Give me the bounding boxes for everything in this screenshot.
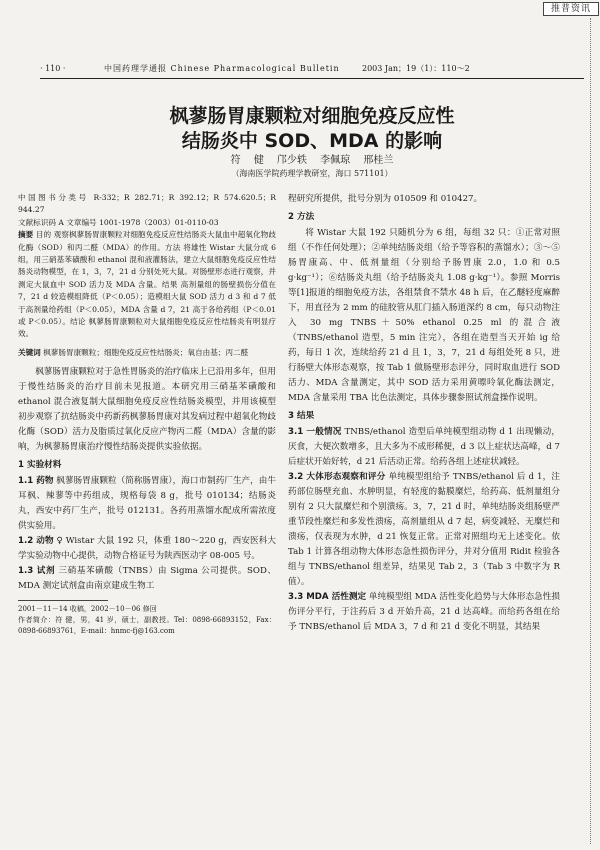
abstract-text: 目的 观察枫蓼肠胃康颗粒对细胞免疫反应性结肠炎大鼠血中超氧化物歧化酶（SOD）和丙二醛（MDA）的作用。方法 将雄性 Wistar 大鼠分成 6 组，用三硝基苯磺酸和 ethanol 混和液灌肠法，建立大鼠细胞免疫反应性结肠炎动物模型，在 1，3，7，21 d 分别处死大鼠。对肠壁形态进行观察，并测定大鼠血中 SOD 活力及 MDA 含量。结果 高剂量组的肠壁损伤分值在 7，21 d 较造模组降低（P＜0.05）；造模组大鼠 SOD 活力 d 3 和 d 7 低于高剂量给药组（P＜0.05），MDA 含量 d 7，21 高于各给药组（P＜0.01 或 P＜0.05）。结论 枫蓼肠胃康颗粒对大鼠细胞免疫反应性结肠炎有明显疗效。 bbox=[18, 230, 276, 339]
section-3-2-label: 3.2 大体形态观察和评分 bbox=[288, 472, 386, 482]
section1-heading: 1 实验材料 bbox=[18, 460, 62, 471]
section-3-3-label: 3.3 MDA 活性测定 bbox=[288, 592, 367, 602]
section-1-1-text: 枫蓼肠胃康颗粒（简称肠胃康），海口市制药厂生产，由牛耳枫、辣蓼等中药组成，规格每袋 8 g，批号 010134；结肠炎丸，西安中药厂生产，批号 012131。各药用蒸馏水配成所需浓度供实验用。 bbox=[18, 476, 277, 532]
abstract-label: 摘要 bbox=[18, 230, 34, 240]
section-1-3-label: 1.3 试剂 bbox=[18, 566, 56, 577]
section-1-1-label: 1.1 药物 bbox=[18, 476, 54, 487]
keywords bbox=[18, 347, 276, 359]
section-3-1-text: TNBS/ethanol 造型后单纯模型组动物 d 1 出现懒动，厌食，大便次数增多，且大多为不成形稀便，d 3 以上症状达高峰，d 7 后症状开始好转，d 21 后活动正常。给药各组上述症状减轻。 bbox=[288, 427, 560, 467]
section3-heading: 3 结果 bbox=[288, 411, 315, 421]
footnote-author: 作者简介：符 健，男，41 岁，硕士，副教授。Tel：0898-66893152，Fax：0898-66893761，E-mail：hnmc-fj@163.com bbox=[18, 616, 276, 636]
journal-name: 中国药理学通报 Chinese Pharmacological Bulletin bbox=[104, 64, 340, 73]
section2-text: 将 Wistar 大鼠 192 只随机分为 6 组，每组 32 只：①正常对照组（不作任何处理）；②单纯结肠炎组（给予等容积的蒸馏水）；③～⑤肠胃康高、中、低剂量组（分别给予肠胃康 2.0，1.0 和 0.5 g·kg⁻¹）；⑥结肠炎丸组（给予结肠炎丸 1.08 g·kg⁻¹）。参照 Morris 等[1]报道的细胞免疫方法，各组禁食不禁水 48 h 后，在乙醚轻度麻醉下，用直径为 2 mm 的硅胶管从肛门插入肠道深约 8 cm，每只动物注入 30 mg TNBS＋50% ethanol 0.25 ml 的混合液（TNBS/ethanol 造型，5 min 注完），各组在造型当天开始 ig 给药，每日 1 次，连续给药 21 d 且 1，3，7，21 d 每组处死 8 只，进行肠壁大体形态观察，按 Tab 1 做肠壁形态评分，同时取血进行 SOD 活力、MDA 含量测定，其中 SOD 活力采用黄嘌呤氧化酶法测定，MDA 含量采用 TBA 比色法测定，具体步骤参照试剂盒操作说明。 bbox=[288, 228, 560, 403]
section-1-3-text: 三硝基苯磺酸（TNBS）由 Sigma 公司提供。SOD、MDA 测定试剂盒由南京建成生物工 bbox=[18, 566, 277, 592]
section-3-1-label: 3.1 一般情况 bbox=[288, 427, 342, 437]
issue-info: 2003 Jan；19（1）：110～2 bbox=[362, 64, 470, 73]
section-1-2-label: 1.2 动物 bbox=[18, 536, 54, 547]
section-1-1 bbox=[18, 474, 276, 534]
section-3-2 bbox=[288, 470, 560, 590]
abstract bbox=[18, 229, 276, 341]
footnote-rule bbox=[18, 600, 108, 601]
document-code: 文献标识码 A 文章编号 1001-1978（2003）01-0110-03 bbox=[18, 217, 219, 227]
section-3-2-text: 单纯模型组给予 TNBS/ethanol 后 d 1，注药部位肠壁充血、水肿明显，有轻度的黏膜糜烂，给药高、低剂量组分别有 2 只大鼠糜烂和个别溃疡。3，7，21 d 时，单纯结肠炎组肠壁严重节段性糜烂和多发性溃疡，高剂量组从 d 7 起，病变减轻、无糜烂和溃疡，仅表现为水肿，d 21 恢复正常。正常对照组均无上述变化。依 Tab 1 计算各组动物大体形态急性损伤评分，并对分值用 Ridit 检验各组与 TNBS/ethanol 组差异，结果见 Tab 2，3（Tab 3 中数字为 R 值）。 bbox=[288, 472, 561, 587]
section-3-3 bbox=[288, 590, 560, 635]
keywords-label: 关键词 bbox=[18, 347, 41, 357]
section-3-3-text: 单纯模型组 MDA 活性变化趋势与大体形态急性损伤评分平行，于注药后 3 d 开始升高，21 d 达高峰。而给药各组在给予 TNBS/ethanol 后 MDA 3，7 d 和 21 d 变化不明显，其结果 bbox=[288, 592, 560, 632]
affiliation: （海南医学院药理学教研室，海口 571101） bbox=[231, 169, 393, 178]
footnote-received: 2001－11－14 收稿，2002－10－06 修回 bbox=[18, 605, 157, 614]
paper-title-line1: 枫蓼肠胃康颗粒对细胞免疫反应性 bbox=[169, 105, 455, 127]
section-3-1 bbox=[288, 425, 560, 470]
section-1-2-text: ♀ Wistar 大鼠 192 只，体重 180～220 g，西安医科大学实验动物中心提供，动物合格证号为陕西医动字 08-005 号。 bbox=[18, 536, 276, 562]
running-header bbox=[40, 62, 580, 76]
source-badge: 推普资讯 bbox=[543, 2, 599, 16]
keywords-text: 枫蓼肠胃康颗粒；细胞免疫反应性结肠炎；氧自由基；丙二醛 bbox=[43, 347, 249, 357]
reagent-continuation: 程研究所提供，批号分别为 010509 和 010427。 bbox=[288, 194, 483, 204]
page-edge-perforation bbox=[590, 18, 597, 844]
authors: 符 健 邝少轶 李佩琼 邢桂兰 bbox=[230, 155, 394, 166]
paper-title-line2: 结肠炎中 SOD、MDA 的影响 bbox=[181, 130, 443, 152]
right-column bbox=[288, 192, 560, 635]
section-1-3 bbox=[18, 564, 276, 594]
classification: 中国图书分类号 R-332；R 282.71；R 392.12；R 574.620.5；R 944.27 bbox=[18, 193, 276, 215]
section-1-2 bbox=[18, 534, 276, 564]
left-column bbox=[18, 192, 276, 637]
section2-heading: 2 方法 bbox=[288, 212, 315, 222]
intro-paragraph: 枫蓼肠胃康颗粒对于急性胃肠炎的治疗临床上已沿用多年，但用于慢性结肠炎的治疗目前未见报道。本研究用三硝基苯磺酸和 ethanol 混合液复制大鼠细胞免疫反应性结肠炎模型，并用该模型初步观察了抗结肠炎中药新药枫蓼肠胃康对其发病过程中超氧化物歧化酶（SOD）活力及脂质过氧化反应产物丙二醛（MDA）含量的影响，为枫蓼肠胃康治疗慢性结肠炎提供实验依据。 bbox=[18, 367, 276, 453]
page-number: · 110 · bbox=[40, 64, 66, 73]
header-rule bbox=[40, 78, 584, 79]
